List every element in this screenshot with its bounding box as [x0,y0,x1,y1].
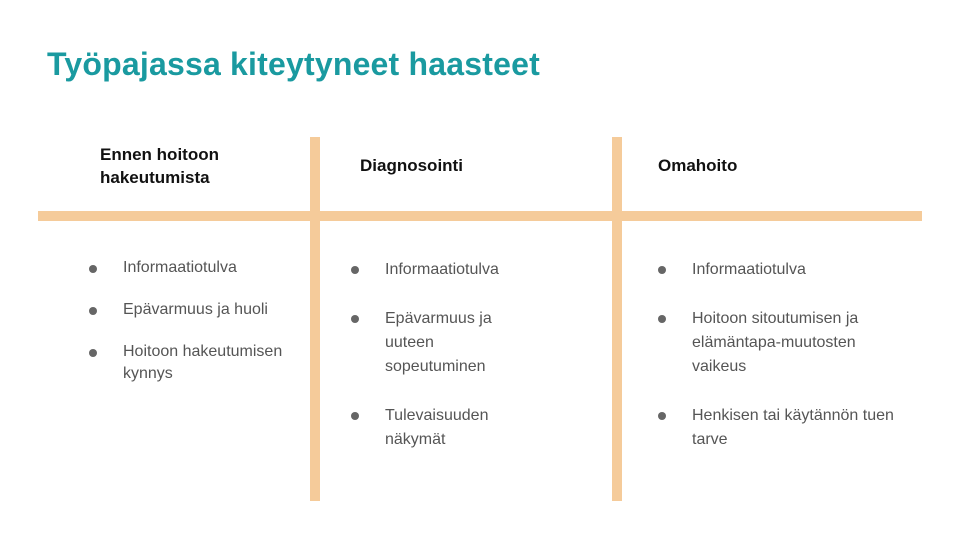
bullet-icon [89,265,97,273]
list-item [657,307,907,379]
bullet-icon [658,315,666,323]
list-item-text: Hoitoon sitoutumisen ja elämäntapa-muutosten vaikeus [692,310,859,375]
list-item-text: Informaatiotulva [123,259,237,276]
list-item-text: Epävarmuus ja huoli [123,301,268,318]
list-item [657,404,907,452]
list-item [350,307,525,379]
bullet-icon [658,412,666,420]
slide-title: Työpajassa kiteytyneet haasteet [47,46,540,82]
bullet-icon [89,307,97,315]
list-item [350,258,525,282]
list-item-text: Informaatiotulva [385,261,499,278]
column-1-list [88,257,288,405]
list-item-text: Hoitoon hakeutumisen kynnys [123,343,283,382]
bullet-icon [658,266,666,274]
vertical-divider-2 [612,137,622,501]
column-heading-self-care: Omahoito [658,156,738,175]
bullet-icon [351,315,359,323]
list-item-text: Henkisen tai käytännön tuen tarve [692,407,894,448]
bullet-icon [351,412,359,420]
column-heading-diagnosis: Diagnosointi [360,156,463,175]
column-2-list [350,258,570,477]
list-item-text: Epävarmuus ja uuteen sopeutuminen [385,310,492,375]
bullet-icon [351,266,359,274]
list-item [88,341,288,385]
vertical-divider-1 [310,137,320,501]
list-item-text: Tulevaisuuden näkymät [385,407,489,448]
list-item [350,404,525,452]
list-item [88,299,288,321]
list-item [657,258,907,282]
horizontal-divider [38,211,922,221]
column-3-list [657,258,907,477]
list-item [88,257,288,279]
list-item-text: Informaatiotulva [692,261,806,278]
column-heading-before-seeking-care: Ennen hoitoon hakeutumista [100,145,219,187]
bullet-icon [89,349,97,357]
